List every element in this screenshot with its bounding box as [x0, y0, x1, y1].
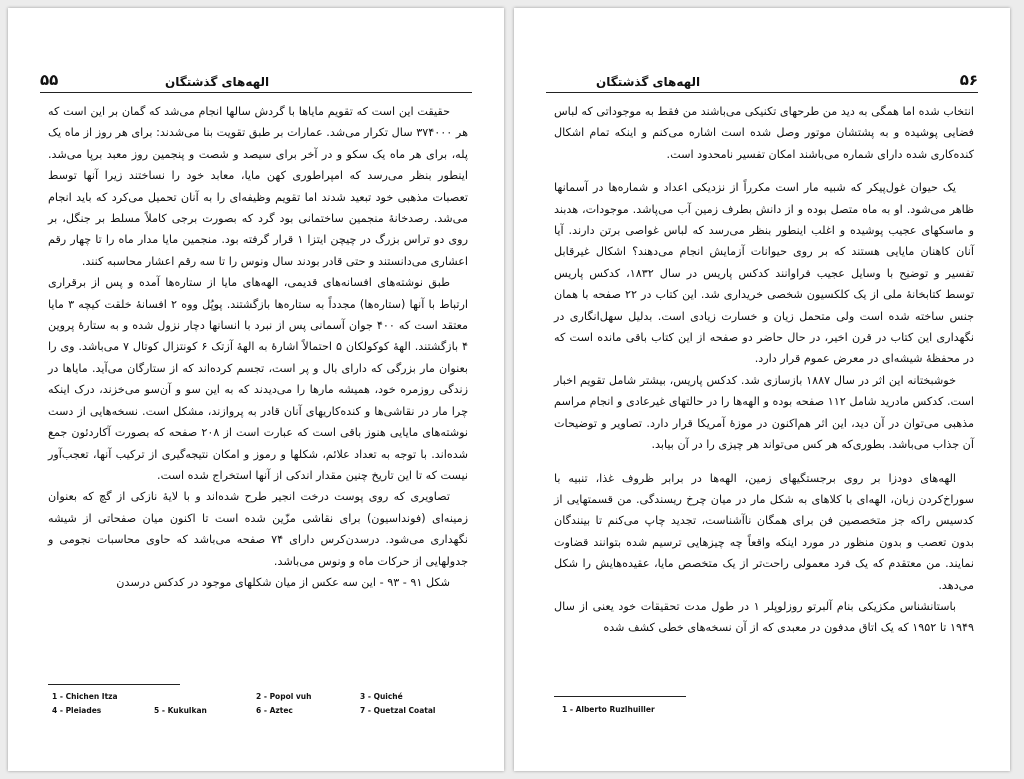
footnote-4: 4 - Pleiades — [52, 706, 102, 715]
footnotes — [562, 704, 990, 718]
paragraph: الهه‌های دودزا بر روی برجستگیهای زمین، الهه‌ها در برابر ظروف غذا، تنبیه با سوراخ‌کردن زبان، الهه‌ای با کلاهای به شکل مار در میان چرخ ریسندگی. من قسمتهایی از کدسیس راکه جز متخصصین فن برای همگان ناآشناست، تجدید چاپ می‌کنم تا بینندگان بدون تعصب و بدون منظور در مورد اینکه واقعاً چه چیزهایی ترسیم شده بتوانند قضاوت نمایند. من معتقدم که یک فرد معمولی راحت‌تر از یک متخصص مایا، عقیده‌هایش را شکل می‌دهد. — [554, 471, 974, 592]
footnote-5: 5 - Kukulkan — [154, 706, 207, 715]
paragraph: باستانشناس مکزیکی بنام آلبرتو روزلوپلر ۱ در طول مدت تحقیقات خود یعنی از سال ۱۹۴۹ تا ۱۹۵۲ که یک اتاق مدفون در معبدی که از آن نسخه‌های خطی کشف شده — [554, 599, 974, 635]
page-number: ۵۵ — [40, 71, 59, 89]
paragraph: انتخاب شده اما همگی به دید من طرحهای تکنیکی می‌باشند من فقط به موجوداتی که لباس فضایی پوشیده و به پشتشان موتور وصل شده است اشاره می‌کنم و اینکه تمام اشکال کنده‌کاری شده دارای شماره می‌باشند امکان تفسیر نامحدود است. — [554, 105, 974, 161]
header-title: الهه‌های گذشتگان — [596, 75, 701, 89]
footnote-2: 2 - Popol vuh — [256, 692, 312, 701]
body-text — [554, 101, 974, 639]
footnote-3: 3 - Quiché — [360, 692, 403, 701]
footnote-rule — [48, 684, 180, 685]
running-header — [546, 70, 978, 93]
paragraph: حقیقت این است که تقویم مایاها با گردش سالها انجام می‌شد که گمان بر این است که هر ۳۷۴۰۰۰ سال تکرار می‌شد. عمارات بر طبق تقویت بنا می‌شدند: برای هر روز از ماه یک پله، برای هر ماه یک سکو و در آخر برای سیصد و شصت و پنجمین روز معبد برپا می‌شد. اینطور بنظر می‌رسد که امپراطوری کهن مایا، معابد خود را نساختند زیرا آنها توسط تعصبات مذهبی خود تبعید شدند اما تقویم وظیفه‌ای را به آنان تحمیل می‌کرد که باید انجام می‌شد. رصدخانهٔ منجمین ساختمانی بود گرد که بصورت برجی کاملاً مسلط بر جنگل، بر روی دو تراس بزرگ در چیچن ایتزا ۱ قرار گرفته بود. منجمین مایا مدار ماه را تا چهار رقم اعشاری می‌دانستند و حتی قادر بودند سال ونوس را تا سه رقم اعشار محاسبه کنند. — [48, 105, 468, 268]
footnote-rule — [554, 696, 686, 697]
footnote-1: 1 - Chichen Itza — [52, 692, 118, 701]
footnote-6: 6 - Aztec — [256, 706, 293, 715]
paragraph: تصاویری که روی پوست درخت انجیر طرح شده‌اند و با لایهٔ نازکی از گچ که بعنوان زمینه‌ای (فونداسیون) برای نقاشی مزّین شده است تا اکنون میان صفحاتی از شیشه نگهداری می‌شود. درسدن‌کرس دارای ۷۴ صفحه می‌باشد که حاوی محاسبات نجومی و جدولهایی از حرکات ماه و ونوس می‌باشد. — [48, 490, 468, 568]
body-text — [48, 101, 468, 593]
footnotes — [52, 691, 484, 721]
paragraph: یک حیوان غول‌پیکر که شبیه مار است مکرراً از نزدیکی اعداد و شماره‌ها در آسمانها ظاهر می‌شود. او به ماه متصل بوده و از دانش بطرف زمین آب می‌پاشد. موجودات، هدبند و ماسکهای عجیب پوشیده و اغلب اینطور بنظر می‌رسد که لباس غواصی برتن دارند. آیا آنان کاهنان مایایی هستند که بر روی حیوانات آزمایش انجام می‌دهند؟ اشکال غیرقابل تفسیر و توضیح با وسایل عجیب فراوانند کدکس پاریس در سال ۱۸۳۲، کدکس پاریس توسط کتابخانهٔ ملی از یک کلکسیون شخصی خریداری شد. این کتاب در ۲۲ صفحه با همان جنس ساخته شده است ولی متحمل زیان و خسارت زیادی است. بدلیل سهل‌انگاری در نگهداری این کتاب در قرن اخیر، در حال حاضر دو صفحه از این کتاب باقی مانده است که در محفظهٔ شیشه‌ای در معرض عموم قرار دارد. — [554, 181, 975, 366]
figure-caption: شکل ۹۱ - ۹۳ - این سه عکس از میان شکلهای موجود در کدکس درسدن — [116, 575, 450, 589]
right-page — [514, 8, 1010, 771]
footnote-1: 1 - Alberto Ruzlhuiller — [562, 705, 655, 714]
left-page — [8, 8, 504, 771]
running-header — [40, 70, 472, 93]
page-number: ۵۶ — [959, 71, 978, 89]
header-title: الهه‌های گذشتگان — [165, 75, 270, 89]
paragraph: خوشبختانه این اثر در سال ۱۸۸۷ بازسازی شد. کدکس پاریس، بیشتر شامل تقویم اخبار است. کدکس مادرید شامل ۱۱۲ صفحه بوده و الهه‌ها را در حالتهای غیرعادی و انجام مراسم مذهبی می‌توان در آن دید، این اثر هم‌اکنون در موزهٔ آمریکا قرار دارد. تصاویر و توضیحات آن جذاب می‌باشد. بطوری‌که هر کس می‌تواند هر چیزی را در آن بیابد. — [554, 373, 974, 452]
footnote-7: 7 - Quetzal Coatal — [360, 706, 436, 715]
paragraph: طبق نوشته‌های افسانه‌های قدیمی، الهه‌های مایا از ستاره‌ها آمده و پس از برقراری ارتباط با آنها (ستاره‌ها) مجدداً به ستاره‌ها بازگشتند. پوپُل ووه ۲ افسانهٔ خلقت کیچه ۳ مایا معتقد است که ۴۰۰ جوان آسمانی پس از نبرد با انسانها دچار نزول شده و به ستارهٔ پروین ۴ بازگشتند. الههٔ کوکولکان ۵ احتمالاً اشارهٔ به الههٔ آزتک ۶ کونتزال کوتال ۷ می‌باشد. وی را بعنوان مار بزرگی که دارای بال و پر است، تجسم کرده‌اند که از ستارگان می‌آید. مایاها در زندگی روزمره خود، همیشه مارها را می‌دیدند که به این سو و آن‌سو می‌خزند، درک اینکه چرا مار در نقاشی‌ها و کنده‌کاریهای آنان قادر به پروازند، مشکل است. نسخه‌هایی از دست نوشته‌های مایایی هنوز باقی است که عبارت است از ۲۰۸ صفحه که بصورت آکاردئون جمع شده‌اند. با توجه به تعداد علائم، شکلها و رموز و امکان نتیجه‌گیری از ترکیب آنها، تعجب‌آور نیست که تا این تاریخ چنین مقدار اندکی از آنها استخراج شده است. — [48, 276, 469, 482]
